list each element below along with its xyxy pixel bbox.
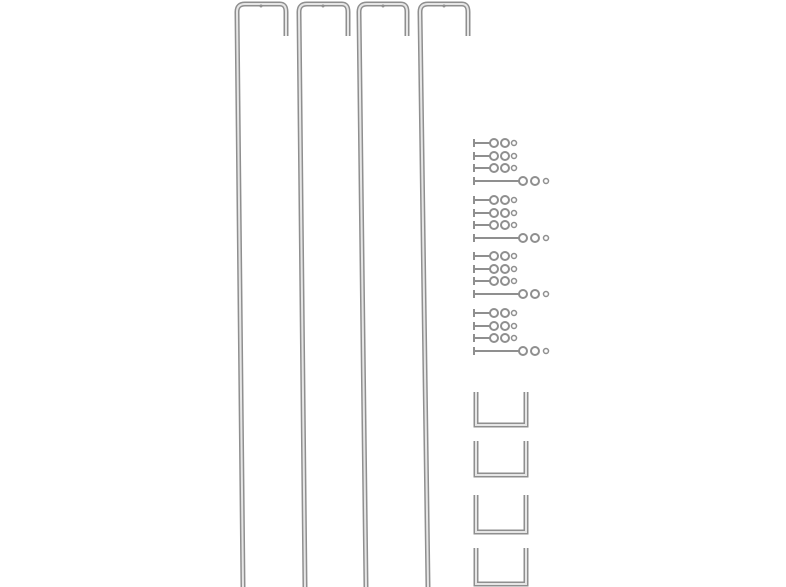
u-bracket <box>476 548 526 584</box>
bolt-group <box>474 252 549 298</box>
bolt-group <box>474 139 549 185</box>
short-bolt-set <box>474 164 517 172</box>
bolt-group <box>474 196 549 242</box>
u-bracket <box>476 392 526 425</box>
short-bolt-set <box>474 322 517 330</box>
short-bolt-set <box>474 277 517 285</box>
hook-rod <box>299 4 348 587</box>
short-bolt-set <box>474 139 517 147</box>
u-bracket <box>476 495 526 532</box>
long-bolt-set <box>474 177 549 185</box>
long-bolt-set <box>474 234 549 242</box>
short-bolt-set <box>474 252 517 260</box>
long-bolt-set <box>474 290 549 298</box>
long-bolt-set <box>474 347 549 355</box>
short-bolt-set <box>474 334 517 342</box>
u-bracket <box>476 441 526 475</box>
hook-rod <box>237 4 286 587</box>
bolt-group <box>474 309 549 355</box>
short-bolt-set <box>474 265 517 273</box>
short-bolt-set <box>474 209 517 217</box>
short-bolt-set <box>474 221 517 229</box>
short-bolt-set <box>474 309 517 317</box>
hook-rod <box>359 4 407 587</box>
hook-rod <box>420 4 468 587</box>
short-bolt-set <box>474 152 517 160</box>
short-bolt-set <box>474 196 517 204</box>
